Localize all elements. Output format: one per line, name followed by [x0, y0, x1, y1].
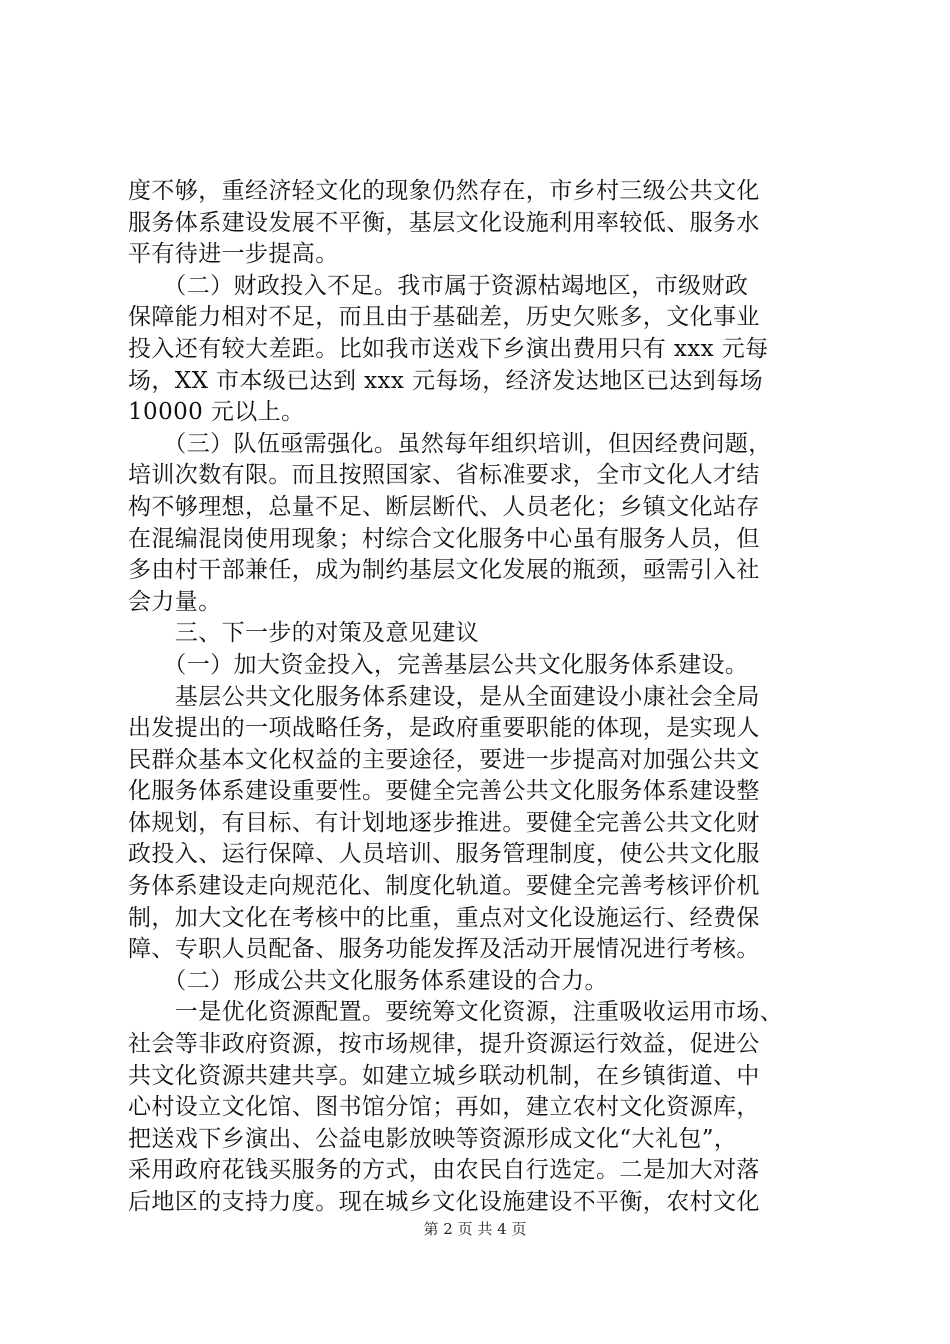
text-line: 保障能力相对不足，而且由于基础差，历史欠账多，文化事业 — [128, 304, 760, 331]
text-line: （二）形成公共文化服务体系建设的合力。 — [128, 967, 608, 994]
text-line: 场，XX 市本级已达到 xxx 元每场，经济发达地区已达到每场 — [128, 367, 763, 394]
text-line: 社会等非政府资源，按市场规律，提升资源运行效益，促进公 — [128, 1031, 760, 1058]
text-line: 度不够，重经济轻文化的现象仍然存在，市乡村三级公共文化 — [128, 178, 760, 204]
text-line: 障、专职人员配备、服务功能发挥及活动开展情况进行考核。 — [128, 936, 760, 963]
text-line: 多由村干部兼任，成为制约基层文化发展的瓶颈，亟需引入社 — [128, 557, 760, 584]
text-line: 会力量。 — [128, 588, 222, 615]
text-line: 服务体系建设发展不平衡，基层文化设施利用率较低、服务水 — [128, 209, 760, 236]
text-line: 体规划，有目标、有计划地逐步推进。要健全完善公共文化财 — [128, 809, 760, 836]
body-text — [128, 176, 848, 1219]
text-line: 在混编混岗使用现象；村综合文化服务中心虽有服务人员，但 — [128, 525, 760, 552]
text-line: 政投入、运行保障、人员培训、服务管理制度，使公共文化服 — [128, 841, 760, 868]
text-line: 制，加大文化在考核中的比重，重点对文化设施运行、经费保 — [128, 904, 760, 931]
text-line: 把送戏下乡演出、公益电影放映等资源形成文化“大礼包”， — [128, 1125, 738, 1152]
text-line: 出发提出的一项战略任务，是政府重要职能的体现，是实现人 — [128, 715, 760, 742]
text-line: 心村设立文化馆、图书馆分馆；再如，建立农村文化资源库， — [128, 1094, 760, 1121]
text-line: 基层公共文化服务体系建设，是从全面建设小康社会全局 — [128, 683, 760, 710]
text-line: 后地区的支持力度。现在城乡文化设施建设不平衡，农村文化 — [128, 1189, 760, 1215]
text-line: 投入还有较大差距。比如我市送戏下乡演出费用只有 xxx 元每 — [128, 335, 769, 362]
text-line: （三）队伍亟需强化。虽然每年组织培训，但因经费问题， — [128, 430, 772, 457]
page-footer: 第 2 页 共 4 页 — [423, 1220, 527, 1238]
text-line: 培训次数有限。而且按照国家、省标准要求，全市文化人才结 — [128, 462, 760, 489]
text-line: 构不够理想，总量不足、断层断代、人员老化；乡镇文化站存 — [128, 493, 760, 520]
text-line: （二）财政投入不足。我市属于资源枯竭地区，市级财政 — [128, 272, 749, 299]
text-line: 平有待进一步提高。 — [128, 241, 339, 268]
text-line: （一）加大资金投入，完善基层公共文化服务体系建设。 — [128, 651, 749, 678]
text-line: 化服务体系建设重要性。要健全完善公共文化服务体系建设整 — [128, 778, 760, 805]
text-line: 10000 元以上。 — [128, 399, 305, 426]
text-line: 一是优化资源配置。要统筹文化资源，注重吸收运用市场、 — [128, 999, 784, 1026]
text-line: 采用政府花钱买服务的方式，由农民自行选定。二是加大对落 — [128, 1157, 760, 1184]
text-line: 共文化资源共建共享。如建立城乡联动机制，在乡镇街道、中 — [128, 1062, 760, 1089]
text-line: 民群众基本文化权益的主要途径，要进一步提高对加强公共文 — [128, 746, 760, 773]
text-line: 务体系建设走向规范化、制度化轨道。要健全完善考核评价机 — [128, 873, 760, 900]
text-line: 三、下一步的对策及意见建议 — [128, 620, 479, 647]
